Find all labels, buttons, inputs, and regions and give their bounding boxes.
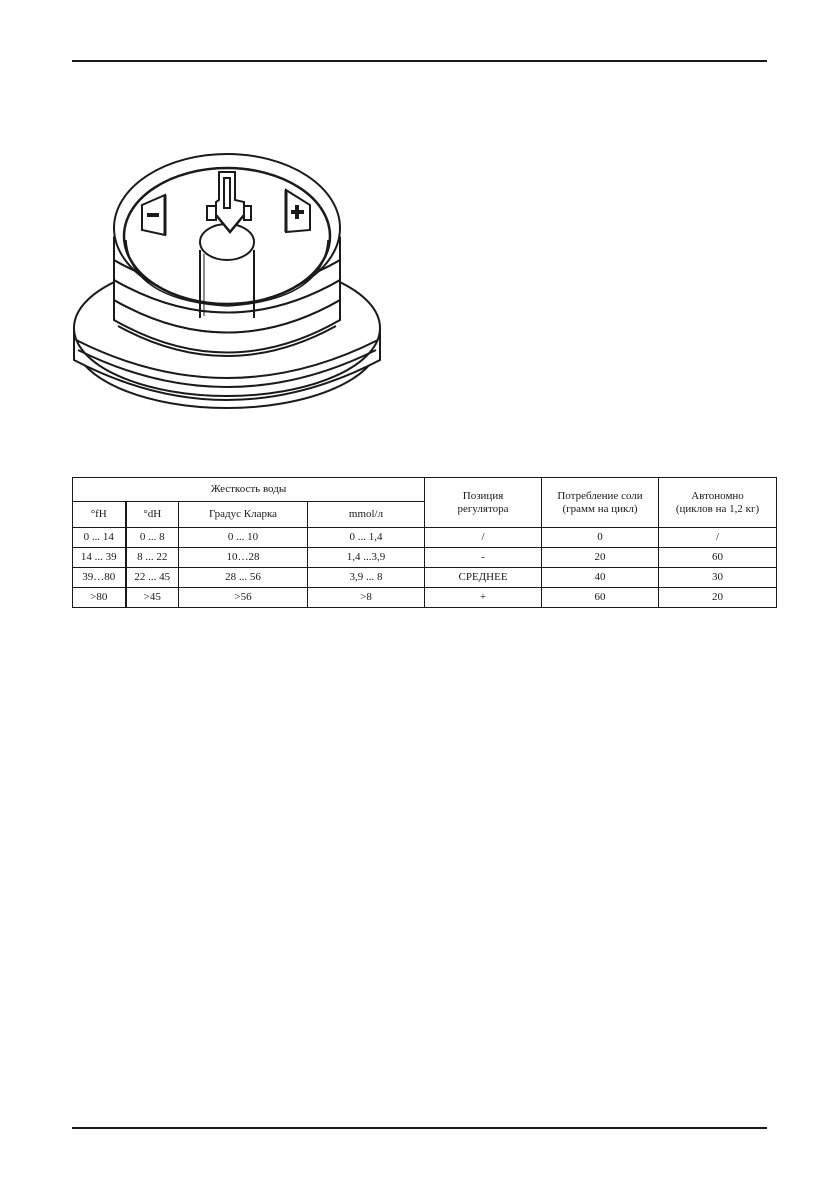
salt-regulator-knob-icon — [70, 150, 385, 445]
table-cell: 0 ... 14 — [73, 528, 126, 548]
table-cell: 14 ... 39 — [73, 548, 126, 568]
table-cell: + — [425, 588, 542, 608]
table-cell: 20 — [659, 588, 777, 608]
mmol-column-header: mmol/л — [308, 502, 425, 528]
clark-column-header: Градус Кларка — [179, 502, 308, 528]
table-cell: 40 — [542, 568, 659, 588]
table-cell: 20 — [542, 548, 659, 568]
table-row — [73, 548, 777, 568]
dh-column-header: °dH — [126, 502, 179, 528]
fh-column-header: °fH — [73, 502, 126, 528]
table-cell: 39…80 — [73, 568, 126, 588]
salt-regulator-knob-figure — [70, 150, 385, 445]
salt-consumption-header: Потребление соли (грамм на цикл) — [542, 478, 659, 528]
table-cell: >45 — [126, 588, 179, 608]
table-cell: >80 — [73, 588, 126, 608]
table-row — [73, 528, 777, 548]
table-cell: 3,9 ... 8 — [308, 568, 425, 588]
table-cell: 0 ... 8 — [126, 528, 179, 548]
table-cell: 60 — [659, 548, 777, 568]
table-cell: СРЕДНЕЕ — [425, 568, 542, 588]
table-cell: / — [659, 528, 777, 548]
water-hardness-table — [72, 477, 777, 608]
table-cell: 0 — [542, 528, 659, 548]
table-cell: / — [425, 528, 542, 548]
table-cell: 22 ... 45 — [126, 568, 179, 588]
table-cell: 60 — [542, 588, 659, 608]
footer-rule — [72, 1127, 767, 1129]
table-cell: 10…28 — [179, 548, 308, 568]
table-cell: >56 — [179, 588, 308, 608]
header-rule — [72, 60, 767, 62]
table-row — [73, 568, 777, 588]
table-cell: 28 ... 56 — [179, 568, 308, 588]
water-hardness-header: Жесткость воды — [73, 478, 425, 502]
table-cell: 0 ... 10 — [179, 528, 308, 548]
table-cell: - — [425, 548, 542, 568]
autonomy-header: Автономно (циклов на 1,2 кг) — [659, 478, 777, 528]
table-cell: 1,4 ...3,9 — [308, 548, 425, 568]
table-cell: 0 ... 1,4 — [308, 528, 425, 548]
regulator-position-header: Позиция регулятора — [425, 478, 542, 528]
table-cell: 8 ... 22 — [126, 548, 179, 568]
table-cell: >8 — [308, 588, 425, 608]
table-cell: 30 — [659, 568, 777, 588]
table-row — [73, 588, 777, 608]
